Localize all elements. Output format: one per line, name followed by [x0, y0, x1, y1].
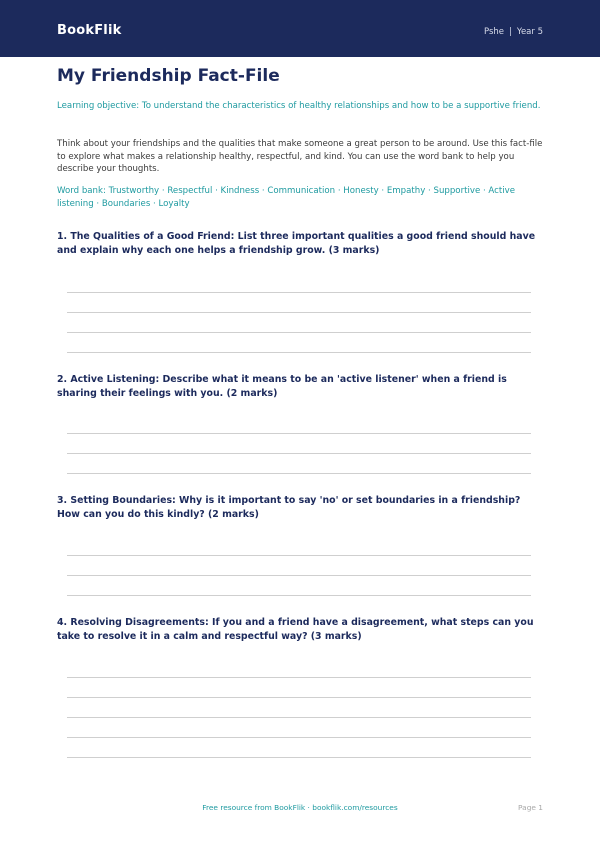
question-4: 4. Resolving Disagreements: If you and a friend have a disagreement, what steps can you take to resolve it in a calm and respectful way? (3 marks) — [57, 617, 534, 642]
page-number: Page 1 — [518, 803, 543, 812]
answer-line[interactable] — [67, 352, 531, 353]
answer-line[interactable] — [67, 757, 531, 758]
page-title: My Friendship Fact-File — [57, 66, 280, 86]
intro-paragraph: Think about your friendships and the qualities that make someone a great person to be around. Use this fact-file to explore what makes a relationship healthy, respectful, and kind. You can use the word bank to help you describe your thoughts. — [57, 139, 543, 174]
answer-line[interactable] — [67, 332, 531, 333]
footer-credit: Free resource from BookFlik · bookflik.com/resources — [202, 803, 398, 812]
answer-line[interactable] — [67, 312, 531, 313]
brand-logo-text: BookFlik — [57, 23, 122, 38]
answer-line[interactable] — [67, 697, 531, 698]
header-meta — [484, 27, 543, 37]
header-separator: | — [509, 27, 512, 37]
answer-line[interactable] — [67, 575, 531, 576]
answer-line[interactable] — [67, 453, 531, 454]
answer-line[interactable] — [67, 737, 531, 738]
answer-line[interactable] — [67, 677, 531, 678]
subject-label: Pshe — [483, 27, 505, 37]
question-1: 1. The Qualities of a Good Friend: List three important qualities a good friend should have and explain why each one helps a friendship grow. (3 marks) — [57, 231, 536, 256]
answer-line[interactable] — [67, 292, 531, 293]
year-label: Year 5 — [516, 27, 543, 37]
question-2: 2. Active Listening: Describe what it means to be an 'active listener' when a friend is sharing their feelings with you. (2 marks) — [57, 374, 507, 399]
answer-line[interactable] — [67, 473, 531, 474]
answer-line[interactable] — [67, 433, 531, 434]
learning-objective: Learning objective: To understand the characteristics of healthy relationships and how to be a supportive friend. — [57, 101, 541, 111]
question-3: 3. Setting Boundaries: Why is it important to say 'no' or set boundaries in a friendship? How can you do this kindly? (2 marks) — [57, 495, 521, 520]
answer-line[interactable] — [67, 717, 531, 718]
answer-line[interactable] — [67, 555, 531, 556]
word-bank: Word bank: Trustworthy · Respectful · Kindness · Communication · Honesty · Empathy · Supportive · Active listening · Boundaries · Loyalty — [57, 186, 516, 209]
page-header — [0, 0, 600, 57]
answer-line[interactable] — [67, 595, 531, 596]
